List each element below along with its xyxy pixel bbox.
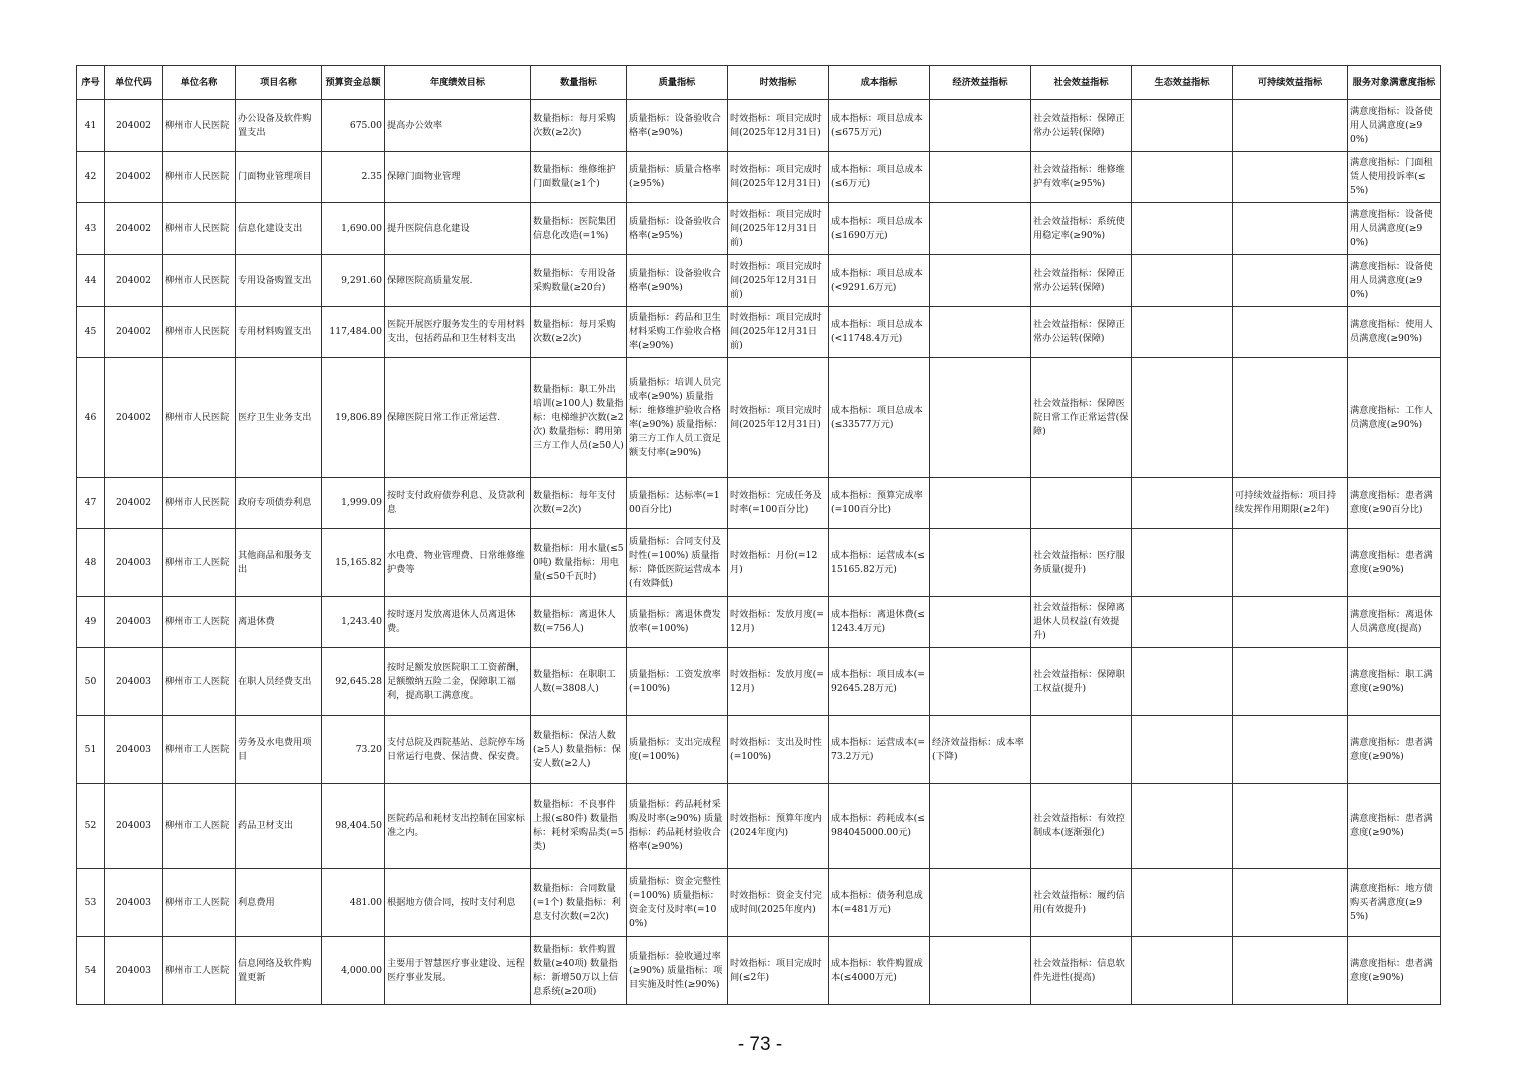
table-cell: 数量指标：专用设备采购数量(≥20台)	[531, 255, 627, 307]
table-cell: 46	[77, 358, 105, 478]
table-cell	[1132, 358, 1233, 478]
table-cell: 47	[77, 478, 105, 529]
table-cell: 社会效益指标：保障职工权益(提升)	[1031, 648, 1132, 716]
table-cell	[930, 478, 1031, 529]
table-cell	[1132, 152, 1233, 203]
table-cell: 时效指标：月份(=12月)	[728, 529, 829, 597]
table-cell: 时效指标：预算年度内(2024年度内)	[728, 784, 829, 869]
table-cell: 满意度指标：设备使用人员满意度(≥90%)	[1348, 255, 1441, 307]
table-cell: 数量指标：每年支付次数(=2次)	[531, 478, 627, 529]
table-row	[77, 648, 1441, 716]
table-cell: 质量指标：离退休费发放率(=100%)	[627, 597, 728, 648]
column-header: 生态效益指标	[1132, 66, 1233, 100]
table-cell: 柳州市人民医院	[163, 478, 236, 529]
column-header: 服务对象满意度指标	[1348, 66, 1441, 100]
table-cell: 成本指标：预算完成率(=100百分比)	[829, 478, 930, 529]
table-cell: 时效指标：发放月度(=12月)	[728, 597, 829, 648]
page-number: - 73 -	[737, 1034, 783, 1055]
table-cell: 根据地方债合同，按时支付利息	[385, 869, 531, 937]
table-cell	[1031, 478, 1132, 529]
table-cell: 社会效益指标：信息软件先进性(提高)	[1031, 937, 1132, 1005]
table-cell: 社会效益指标：保障正常办公运转(保障)	[1031, 255, 1132, 307]
table-cell: 质量指标：合同支付及时性(=100%) 质量指标：降低医院运营成本(有效降低)	[627, 529, 728, 597]
column-header: 单位名称	[163, 66, 236, 100]
table-cell: 利息费用	[236, 869, 322, 937]
table-cell: 满意度指标：门面租赁人使用投诉率(≤5%)	[1348, 152, 1441, 203]
table-cell	[1132, 648, 1233, 716]
column-header: 质量指标	[627, 66, 728, 100]
column-header: 成本指标	[829, 66, 930, 100]
table-cell: 办公设备及软件购置支出	[236, 100, 322, 152]
table-cell: 数量指标：医院集团信息化改造(=1%)	[531, 203, 627, 255]
table-cell	[1233, 203, 1348, 255]
table-cell	[1132, 100, 1233, 152]
table-cell: 204002	[105, 203, 163, 255]
table-cell: 204002	[105, 152, 163, 203]
table-cell: 质量指标：设备验收合格率(≥90%)	[627, 100, 728, 152]
table-row	[77, 203, 1441, 255]
table-cell: 提高办公效率	[385, 100, 531, 152]
table-cell: 数量指标：在职职工人数(=3808人)	[531, 648, 627, 716]
table-cell: 柳州市工人医院	[163, 529, 236, 597]
table-cell	[1233, 529, 1348, 597]
table-cell: 满意度指标：患者满意度(≥90%)	[1348, 529, 1441, 597]
table-cell: 204003	[105, 529, 163, 597]
table-cell: 成本指标：软件购置成本(≤4000万元)	[829, 937, 930, 1005]
table-cell: 专用设备购置支出	[236, 255, 322, 307]
table-cell: 满意度指标：地方债购买者满意度(≥95%)	[1348, 869, 1441, 937]
table-cell: 质量指标：药品耗材采购及时率(≥90%) 质量指标：药品耗材验收合格率(≥90%)	[627, 784, 728, 869]
table-cell	[1132, 716, 1233, 784]
table-cell: 成本指标：药耗成本(≤984045000.00元)	[829, 784, 930, 869]
table-cell: 满意度指标：工作人员满意度(≥90%)	[1348, 358, 1441, 478]
table-cell: 98,404.50	[322, 784, 385, 869]
table-cell: 质量指标：药品和卫生材料采购工作验收合格率(≥90%)	[627, 307, 728, 358]
table-cell: 主要用于智慧医疗事业建设、远程医疗事业发展。	[385, 937, 531, 1005]
table-cell: 其他商品和服务支出	[236, 529, 322, 597]
table-cell: 质量指标：设备验收合格率(≥90%)	[627, 255, 728, 307]
table-cell	[930, 937, 1031, 1005]
table-cell	[1132, 478, 1233, 529]
table-cell: 675.00	[322, 100, 385, 152]
table-cell	[1132, 937, 1233, 1005]
table-cell: 时效指标：完成任务及时率(=100百分比)	[728, 478, 829, 529]
table-cell: 满意度指标：离退休人员满意度(提高)	[1348, 597, 1441, 648]
table-cell: 204003	[105, 716, 163, 784]
table-cell: 社会效益指标：保障正常办公运转(保障)	[1031, 307, 1132, 358]
table-row	[77, 597, 1441, 648]
table-cell	[1233, 869, 1348, 937]
table-row	[77, 358, 1441, 478]
table-cell	[1233, 716, 1348, 784]
table-cell: 19,806.89	[322, 358, 385, 478]
table-cell: 柳州市人民医院	[163, 358, 236, 478]
table-cell	[1233, 648, 1348, 716]
table-cell: 数量指标：软件购置数量(≥40项) 数量指标：新增50万以上信息系统(≥20项)	[531, 937, 627, 1005]
table-cell	[930, 597, 1031, 648]
table-cell: 204003	[105, 869, 163, 937]
column-header: 序号	[77, 66, 105, 100]
table-cell: 数量指标：用水量(≤50吨) 数量指标：用电量(≤50千瓦时)	[531, 529, 627, 597]
table-cell: 成本指标：项目总成本(<11748.4万元)	[829, 307, 930, 358]
table-row	[77, 937, 1441, 1005]
table-cell: 数量指标：离退休人数(=756人)	[531, 597, 627, 648]
table-cell: 医院开展医疗服务发生的专用材料支出，包括药品和卫生材料支出	[385, 307, 531, 358]
table-cell	[1132, 307, 1233, 358]
column-header: 年度绩效目标	[385, 66, 531, 100]
table-cell: 药品卫材支出	[236, 784, 322, 869]
table-cell: 按时支付政府债券利息、及贷款利息	[385, 478, 531, 529]
table-cell: 可持续效益指标：项目持续发挥作用期限(≥2年)	[1233, 478, 1348, 529]
table-cell: 数量指标：保洁人数(≥5人) 数量指标：保安人数(≥2人)	[531, 716, 627, 784]
column-header: 单位代码	[105, 66, 163, 100]
table-cell: 117,484.00	[322, 307, 385, 358]
table-cell: 政府专项债券利息	[236, 478, 322, 529]
table-row	[77, 716, 1441, 784]
table-cell: 15,165.82	[322, 529, 385, 597]
table-cell: 成本指标：运营成本(=73.2万元)	[829, 716, 930, 784]
table-cell: 保障医院日常工作正常运营.	[385, 358, 531, 478]
column-header: 预算资金总额	[322, 66, 385, 100]
table-cell: 204003	[105, 648, 163, 716]
table-cell	[930, 152, 1031, 203]
table-cell	[1233, 597, 1348, 648]
table-cell: 时效指标：资金支付完成时间(2025年度内)	[728, 869, 829, 937]
table-cell: 时效指标：项目完成时间(≤2年)	[728, 937, 829, 1005]
table-cell: 在职人员经费支出	[236, 648, 322, 716]
table-cell: 水电费、物业管理费、日常维修维护费等	[385, 529, 531, 597]
table-row	[77, 529, 1441, 597]
table-cell: 质量指标：达标率(=100百分比)	[627, 478, 728, 529]
table-body	[77, 100, 1441, 1005]
table-cell: 1,690.00	[322, 203, 385, 255]
table-cell: 劳务及水电费用项目	[236, 716, 322, 784]
table-cell: 数量指标：每月采购次数(≥2次)	[531, 307, 627, 358]
table-cell: 204002	[105, 100, 163, 152]
table-cell: 质量指标：培训人员完成率(≥90%) 质量指标：维修维护验收合格率(≥90%) 质量指标：第三方工作人员工资足额支付率(≥90%)	[627, 358, 728, 478]
table-cell: 52	[77, 784, 105, 869]
table-cell: 社会效益指标：履约信用(有效提升)	[1031, 869, 1132, 937]
table-cell: 数量指标：每月采购次数(≥2次)	[531, 100, 627, 152]
table-cell: 社会效益指标：保障正常办公运转(保障)	[1031, 100, 1132, 152]
table-cell: 满意度指标：职工满意度(≥90%)	[1348, 648, 1441, 716]
table-cell	[930, 529, 1031, 597]
header-row	[77, 66, 1441, 100]
table-cell	[1233, 307, 1348, 358]
table-cell	[930, 307, 1031, 358]
table-cell: 质量指标：设备验收合格率(≥95%)	[627, 203, 728, 255]
table-cell: 成本指标：债务利息成本(=481万元)	[829, 869, 930, 937]
column-header: 经济效益指标	[930, 66, 1031, 100]
table-cell	[1132, 529, 1233, 597]
table-cell: 柳州市工人医院	[163, 869, 236, 937]
table-cell: 204002	[105, 307, 163, 358]
table-cell: 提升医院信息化建设	[385, 203, 531, 255]
table-cell: 满意度指标：设备使用人员满意度(≥90%)	[1348, 203, 1441, 255]
table-cell: 53	[77, 869, 105, 937]
table-cell: 成本指标：项目总成本(≤1690万元)	[829, 203, 930, 255]
table-cell	[1233, 152, 1348, 203]
table-cell	[1132, 203, 1233, 255]
table-row	[77, 100, 1441, 152]
table-cell	[1233, 358, 1348, 478]
table-cell: 92,645.28	[322, 648, 385, 716]
table-cell: 9,291.60	[322, 255, 385, 307]
table-cell: 按时足额发放医院职工工资薪酬，足额缴纳五险二金，保障职工福利，提高职工满意度。	[385, 648, 531, 716]
table-cell: 1,243.40	[322, 597, 385, 648]
table-cell	[1031, 716, 1132, 784]
table-cell: 时效指标：项目完成时间(2025年12月31日)	[728, 358, 829, 478]
table-cell: 支付总院及西院基站、总院停车场日常运行电费、保洁费、保安费。	[385, 716, 531, 784]
table-cell	[930, 869, 1031, 937]
column-header: 可持续效益指标	[1233, 66, 1348, 100]
table-cell: 保障门面物业管理	[385, 152, 531, 203]
table-cell: 成本指标：项目成本(=92645.28万元)	[829, 648, 930, 716]
table-cell: 时效指标：发放月度(=12月)	[728, 648, 829, 716]
table-cell: 481.00	[322, 869, 385, 937]
table-cell: 质量指标：支出完成程度(=100%)	[627, 716, 728, 784]
table-cell: 54	[77, 937, 105, 1005]
table-cell: 社会效益指标：系统使用稳定率(≥90%)	[1031, 203, 1132, 255]
column-header: 时效指标	[728, 66, 829, 100]
table-cell	[930, 203, 1031, 255]
table-cell: 柳州市工人医院	[163, 716, 236, 784]
performance-table	[76, 65, 1441, 1005]
table-cell: 成本指标：项目总成本(≤33577万元)	[829, 358, 930, 478]
table-cell: 信息网络及软件购置更新	[236, 937, 322, 1005]
table-row	[77, 152, 1441, 203]
table-cell: 满意度指标：使用人员满意度(≥90%)	[1348, 307, 1441, 358]
table-cell: 时效指标：项目完成时间(2025年12月31日)	[728, 100, 829, 152]
table-cell: 时效指标：项目完成时间(2025年12月31日前)	[728, 203, 829, 255]
table-cell: 48	[77, 529, 105, 597]
table-cell: 柳州市人民医院	[163, 255, 236, 307]
table-row	[77, 255, 1441, 307]
table-cell: 204002	[105, 255, 163, 307]
table-cell	[930, 648, 1031, 716]
table-cell: 专用材料购置支出	[236, 307, 322, 358]
table-cell: 数量指标：不良事件上报(≤80件) 数量指标：耗材采购品类(=5类)	[531, 784, 627, 869]
table-cell: 满意度指标：患者满意度(≥90%)	[1348, 784, 1441, 869]
table-cell: 41	[77, 100, 105, 152]
table-cell: 柳州市工人医院	[163, 937, 236, 1005]
table-cell: 204003	[105, 937, 163, 1005]
table-cell: 204002	[105, 478, 163, 529]
table-cell: 42	[77, 152, 105, 203]
table-cell: 经济效益指标：成本率(下降)	[930, 716, 1031, 784]
table-cell: 满意度指标：患者满意度(≥90%)	[1348, 716, 1441, 784]
table-cell: 保障医院高质量发展.	[385, 255, 531, 307]
table-cell: 质量指标：工资发放率(=100%)	[627, 648, 728, 716]
column-header: 项目名称	[236, 66, 322, 100]
table-cell: 社会效益指标：保障医院日常工作正常运营(保障)	[1031, 358, 1132, 478]
table-cell: 数量指标：维修维护门面数量(≥1个)	[531, 152, 627, 203]
table-cell	[1132, 255, 1233, 307]
table-cell: 离退休费	[236, 597, 322, 648]
table-cell: 43	[77, 203, 105, 255]
table-cell: 4,000.00	[322, 937, 385, 1005]
table-cell: 44	[77, 255, 105, 307]
table-cell: 204003	[105, 784, 163, 869]
table-cell: 柳州市工人医院	[163, 648, 236, 716]
table-cell	[1132, 784, 1233, 869]
table-cell: 按时逐月发放离退休人员离退休费。	[385, 597, 531, 648]
table-cell: 满意度指标：设备使用人员满意度(≥90%)	[1348, 100, 1441, 152]
table-cell: 柳州市人民医院	[163, 152, 236, 203]
table-cell: 45	[77, 307, 105, 358]
table-cell: 成本指标：项目总成本(≤6万元)	[829, 152, 930, 203]
table-row	[77, 307, 1441, 358]
table-cell: 时效指标：项目完成时间(2025年12月31日前)	[728, 307, 829, 358]
table-cell: 成本指标：项目总成本(≤675万元)	[829, 100, 930, 152]
table-cell: 柳州市人民医院	[163, 100, 236, 152]
table-cell: 柳州市人民医院	[163, 203, 236, 255]
table-cell: 时效指标：项目完成时间(2025年12月31日前)	[728, 255, 829, 307]
table-cell: 数量指标：职工外出培训(≥100人) 数量指标：电梯维护次数(≥2次) 数量指标：聘用第三方工作人员(≥50人)	[531, 358, 627, 478]
table-cell: 满意度指标：患者满意度(≥90%)	[1348, 937, 1441, 1005]
table-cell: 柳州市工人医院	[163, 784, 236, 869]
table-cell: 质量指标：质量合格率(≥95%)	[627, 152, 728, 203]
table-cell	[930, 255, 1031, 307]
table-cell: 49	[77, 597, 105, 648]
table-cell: 数量指标：合同数量(=1个) 数量指标：利息支付次数(=2次)	[531, 869, 627, 937]
table-row	[77, 784, 1441, 869]
table-cell: 73.20	[322, 716, 385, 784]
table-cell: 社会效益指标：医疗服务质量(提升)	[1031, 529, 1132, 597]
table-cell: 社会效益指标：有效控制成本(逐渐强化)	[1031, 784, 1132, 869]
table-cell: 51	[77, 716, 105, 784]
table-cell: 质量指标：验收通过率(≥90%) 质量指标：项目实施及时性(≥90%)	[627, 937, 728, 1005]
table-cell	[1132, 597, 1233, 648]
table-cell	[1233, 255, 1348, 307]
table-cell	[930, 100, 1031, 152]
table-cell: 204002	[105, 358, 163, 478]
table-cell: 质量指标：资金完整性(=100%) 质量指标：资金支付及时率(=100%)	[627, 869, 728, 937]
table-cell	[930, 358, 1031, 478]
table-cell	[1233, 100, 1348, 152]
table-cell	[1233, 937, 1348, 1005]
table-row	[77, 478, 1441, 529]
table-cell: 时效指标：项目完成时间(2025年12月31日)	[728, 152, 829, 203]
table-cell: 社会效益指标：维修维护有效率(≥95%)	[1031, 152, 1132, 203]
table-cell	[930, 784, 1031, 869]
table-cell: 时效指标：支出及时性(=100%)	[728, 716, 829, 784]
table-cell: 2.35	[322, 152, 385, 203]
table-cell: 204003	[105, 597, 163, 648]
table-cell	[1233, 784, 1348, 869]
table-row	[77, 869, 1441, 937]
table-cell: 门面物业管理项目	[236, 152, 322, 203]
table-cell: 医疗卫生业务支出	[236, 358, 322, 478]
table-cell	[1132, 869, 1233, 937]
table-cell: 1,999.09	[322, 478, 385, 529]
table-cell: 柳州市工人医院	[163, 597, 236, 648]
table-cell: 成本指标：运营成本(≤15165.82万元)	[829, 529, 930, 597]
table-cell: 成本指标：离退休费(≤1243.4万元)	[829, 597, 930, 648]
table-cell: 成本指标：项目总成本(<9291.6万元)	[829, 255, 930, 307]
table-cell: 信息化建设支出	[236, 203, 322, 255]
table-cell: 柳州市人民医院	[163, 307, 236, 358]
column-header: 数量指标	[531, 66, 627, 100]
table-cell: 满意度指标：患者满意度(≥90百分比)	[1348, 478, 1441, 529]
table-cell: 社会效益指标：保障离退休人员权益(有效提升)	[1031, 597, 1132, 648]
column-header: 社会效益指标	[1031, 66, 1132, 100]
table-cell: 医院药品和耗材支出控制在国家标准之内。	[385, 784, 531, 869]
table-cell: 50	[77, 648, 105, 716]
